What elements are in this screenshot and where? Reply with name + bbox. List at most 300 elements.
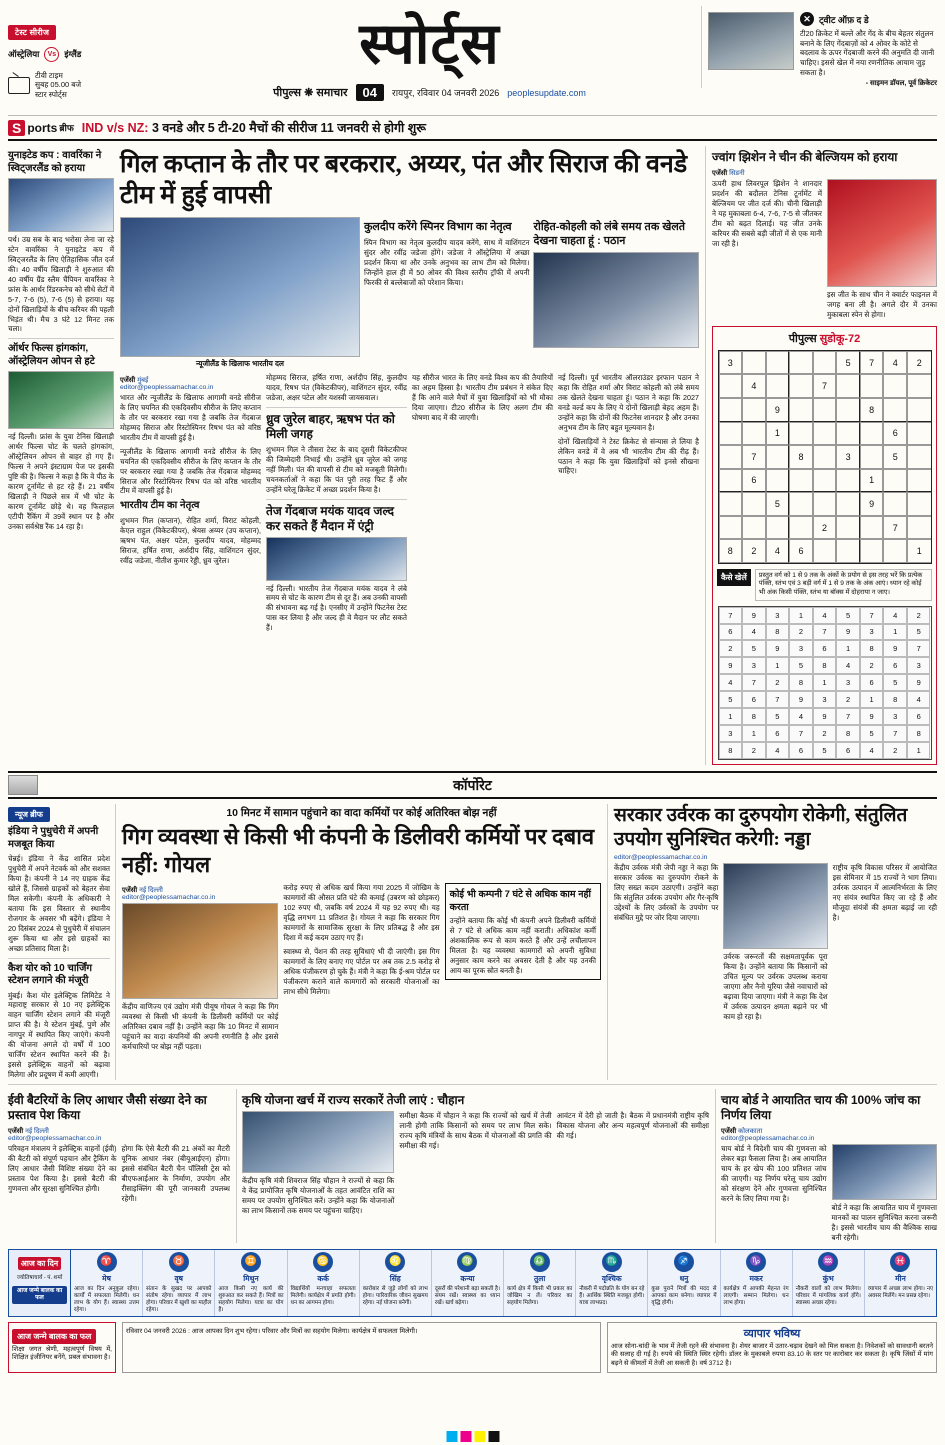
- zodiac-sign-text: संतान के सुखद पर आपको संतोष रहेगा। व्यापार में लाभ होगा। परिवार में खुशी का माहौल रहेगा।: [146, 1285, 212, 1313]
- corp-bottom-3-email: editor@peoplessamachar.co.in: [721, 1134, 815, 1142]
- sudoku-solution-cell: 6: [766, 725, 790, 742]
- tv-time: सुबह 05.00 बजे: [35, 80, 82, 90]
- sudoku-cell[interactable]: 5: [766, 492, 790, 516]
- corp-byline-agency: एजेंसी: [122, 887, 138, 895]
- brief-story-1-head: युनाइटेड कप : वावरिंका ने स्विट्जरलैंड को हराया: [8, 150, 102, 174]
- sudoku-cell[interactable]: [719, 374, 743, 398]
- sudoku-cell[interactable]: [813, 422, 837, 446]
- sudoku-cell[interactable]: [766, 351, 790, 375]
- sudoku-solution-cell: 5: [789, 657, 813, 674]
- sudoku-cell[interactable]: [813, 492, 837, 516]
- sudoku-how-text: प्रस्तुत वर्ग को 1 से 9 तक के अंकों के प्रयोग से इस तरह भरें कि प्रत्येक पंक्ति, स्तंभ एवं 3 बड़ी वर्ग में 1 से 9 तक के अंक आएं। ध्यान रहे कोई भी अंक किसी पंक्ति, स्तंभ या बॉक्स में दोहराया न जाए।: [755, 569, 932, 601]
- corporate-main-column: [122, 804, 601, 1080]
- sudoku-solution-cell: 3: [766, 607, 790, 624]
- corp-right-byline: editor@peoplessamachar.co.in: [614, 854, 708, 862]
- brief-story-2-photo: [8, 371, 114, 429]
- sudoku-cell[interactable]: [766, 469, 790, 493]
- sudoku-solution-cell: 2: [766, 674, 790, 691]
- sudoku-cell[interactable]: [789, 516, 813, 540]
- sudoku-solution-cell: 1: [789, 607, 813, 624]
- sudoku-solution-cell: 2: [860, 657, 884, 674]
- sudoku-cell[interactable]: [719, 492, 743, 516]
- divider: [8, 958, 110, 959]
- place-date: रायपुर, रविवार 04 जनवरी 2026: [392, 88, 500, 99]
- sudoku-cell[interactable]: 5: [883, 445, 907, 469]
- sudoku-cell[interactable]: [883, 539, 907, 563]
- sudoku-cell[interactable]: [907, 398, 931, 422]
- sudoku-cell[interactable]: [883, 469, 907, 493]
- sudoku-cell[interactable]: [813, 469, 837, 493]
- sports-grid: [8, 146, 937, 765]
- zodiac-sign-text: नौकरी में पदोन्नति के योग बन रहे हैं। आर्थिक स्थिति मजबूत होगी। यात्रा लाभप्रद।: [579, 1285, 645, 1306]
- sudoku-solution-cell: 5: [813, 742, 837, 759]
- sudoku-cell[interactable]: [907, 374, 931, 398]
- lead-photo: [120, 217, 360, 357]
- zodiac-sign-text: आज किसी नए कार्य की शुरुआत कर सकते हैं। मित्रों का सहयोग मिलेगा। यात्रा का योग है।: [218, 1285, 284, 1313]
- masthead-center: [158, 6, 701, 101]
- squad-head: भारतीय टीम का नेतृत्व: [120, 500, 200, 512]
- corp-bottom-2-body-2: समीक्षा बैठक में चौहान ने कहा कि राज्यों को खर्च में तेजी लानी होगी ताकि किसानों को समय पर लाभ मिल सके। राज्य कृषि मंत्रियों के साथ बैठक में योजनाओं की प्रगति की समीक्षा की गई।: [399, 1110, 552, 1150]
- masthead-left: [8, 6, 158, 99]
- sudoku-cell[interactable]: 3: [836, 445, 860, 469]
- zodiac-sign-name: सिंह: [389, 1273, 401, 1283]
- page-number: 04: [356, 84, 384, 101]
- sudoku-cell[interactable]: [813, 445, 837, 469]
- corp-main-photo: [122, 903, 278, 999]
- sudoku-cell[interactable]: [719, 422, 743, 446]
- zodiac-sign-name: कुंभ: [822, 1273, 834, 1283]
- sudoku-cell[interactable]: 2: [813, 516, 837, 540]
- match-teams: [8, 47, 158, 62]
- sudoku-cell[interactable]: 8: [719, 539, 743, 563]
- sudoku-cell[interactable]: 6: [883, 422, 907, 446]
- footer-fruit-text: शिक्षा जगत श्रेणी, महत्वपूर्ण विषय में, शिक्षित इंजीनियर बनेंगे, प्रबल संभावना है।: [12, 1345, 112, 1362]
- sudoku-cell[interactable]: [836, 422, 860, 446]
- zodiac-sign-name: मीन: [895, 1273, 906, 1283]
- sub-story-2-photo: [266, 537, 407, 581]
- corp-bottom-2-body: केंद्रीय कृषि मंत्री शिवराज सिंह चौहान ने राज्यों से कहा कि वे केंद्र प्रायोजित कृषि योजनाओं के तहत आवंटित राशि का समय पर उपयोग सुनिश्चित करें। उन्होंने कहा कि योजनाओं का लाभ किसानों तक समय पर पहुंचना चाहिए।: [242, 1175, 395, 1215]
- sudoku-cell[interactable]: [789, 398, 813, 422]
- lead-headline: गिल कप्तान के तौर पर बरकरार, अय्यर, पंत और सिराज की वनडे टीम में हुई वापसी: [120, 151, 688, 209]
- sub-story-3-body: स्पिन विभाग का नेतृत्व कुलदीप यादव करेंगे, साथ में वाशिंगटन सुंदर और रवींद्र जडेजा होंगे। जडेजा ने ऑस्ट्रेलिया में अच्छा प्रदर्शन किया था और उनके अनुभव का लाभ टीम को मिलेगा। जिन्होंने हाल ही में 50 ओवर की विश्व स्तरीय ट्रॉफी में अपनी फिरकी से बल्लेबाजों को परेशान किया।: [363, 237, 530, 287]
- sudoku-cell[interactable]: [719, 445, 743, 469]
- sudoku-cell[interactable]: 9: [766, 398, 790, 422]
- sudoku-solution-cell: 9: [907, 674, 931, 691]
- corporate-right-column: [607, 804, 937, 1080]
- zodiac-sign-cell: [215, 1250, 287, 1316]
- byline-agency: एजेंसी: [120, 377, 136, 384]
- sudoku-solution-cell: 5: [719, 691, 743, 708]
- zodiac-sign-text: कार्यक्षेत्र में आपकी मेहनत रंग लाएगी। सम्मान मिलेगा। धन लाभ होगा।: [723, 1285, 789, 1306]
- tv-channel: स्टार स्पोर्ट्स: [35, 89, 67, 99]
- zodiac-sign-cell: [576, 1250, 648, 1316]
- sudoku-cell[interactable]: [813, 398, 837, 422]
- sudoku-cell[interactable]: 2: [742, 539, 766, 563]
- sudoku-cell[interactable]: 3: [719, 351, 743, 375]
- sub-story-4-head: रोहित-कोहली को लंबे समय तक खेलते देखना चाहता हूं : पठान: [533, 221, 686, 247]
- right-story-body: ऊपरी हाथ लिवरपूल झिशेन ने शानदार प्रदर्शन की बदौलत टेनिस टूर्नामेंट में बेल्जियम पर जीत दर्ज की। चीनी खिलाड़ी ने यह मुकाबला 6-4, 7-6, 7-5 से जीतकर टीम को बढ़त दिलाई। यह जीत उनके करियर की सबसे बड़ी जीतों में से एक मानी जा रही है।: [712, 179, 822, 248]
- zodiac-sign-name: कन्या: [460, 1273, 475, 1283]
- zodiac-symbol-icon: ♍: [457, 1252, 477, 1272]
- sudoku-cell[interactable]: [907, 516, 931, 540]
- sudoku-cell[interactable]: 7: [860, 351, 884, 375]
- website-url[interactable]: peoplesupdate.com: [507, 87, 586, 98]
- zodiac-symbol-icon: ♏: [602, 1252, 622, 1272]
- masthead: [8, 6, 937, 116]
- corp-bottom-2-head: कृषि योजना खर्च में राज्य सरकारें तेजी लाएं : चौहान: [242, 1092, 465, 1107]
- zodiac-sign-name: तुला: [533, 1273, 546, 1283]
- squad-list-2: मोहम्मद सिराज, हर्षित राणा, अर्शदीप सिंह, कुलदीप यादव, रिषभ पंत (विकेटकीपर), वाशिंगटन सुंदर, रवींद्र जडेजा, अक्षर पटेल और यशस्वी जायसवाल।: [266, 373, 407, 402]
- sudoku-solution-cell: 4: [719, 674, 743, 691]
- sudoku-cell[interactable]: 7: [813, 374, 837, 398]
- sudoku-cell[interactable]: 5: [836, 351, 860, 375]
- sub-story-1-body: शुभमन गिल ने तीसरा टेस्ट के बाद दूसरी विकेटकीपर की जिम्मेदारी निभाई थी। उन्होंने ध्रुव जुरेल को जगह नहीं मिली। पंत की वापसी से टीम को मजबूती मिलेगी। चयनकर्ताओं ने कहा कि पंत पूरी तरह फिट हैं और उन्होंने घरेलू क्रिकेट में अच्छा प्रदर्शन किया है।: [266, 444, 407, 494]
- sudoku-solution-cell: 8: [813, 657, 837, 674]
- sports-main-column: [120, 146, 699, 765]
- corporate-section-bar: [8, 771, 937, 799]
- sudoku-cell[interactable]: 4: [883, 351, 907, 375]
- team-1: ऑस्ट्रेलिया: [8, 49, 40, 60]
- sudoku-solution-cell: 7: [719, 607, 743, 624]
- sudoku-cell[interactable]: 9: [860, 492, 884, 516]
- sudoku-solution-cell: 8: [907, 725, 931, 742]
- sudoku-cell[interactable]: [789, 492, 813, 516]
- footer-right: [607, 1322, 937, 1373]
- right-story-photo: [827, 179, 937, 287]
- body-col-2: [266, 373, 407, 633]
- sub-story-1-head: ध्रुव जुरेल बाहर, ऋषभ पंत को मिली जगह: [266, 411, 395, 441]
- sudoku-solution-cell: 9: [719, 657, 743, 674]
- sudoku-solution-cell: 7: [766, 691, 790, 708]
- squad-list: शुभमन गिल (कप्तान), रोहित शर्मा, विराट कोहली, केएल राहुल (विकेटकीपर), श्रेयस अय्यर (उप कप्तान), ऋषभ पंत, अक्षर पटेल, कुलदीप यादव, मोहम्मद सिराज, हर्षित राणा, अर्शदीप सिंह, वाशिंगटन सुंदर, रवींद्र जडेजा, नीतीश कुमार रेड्डी, ध्रुव जुरेल।: [120, 515, 261, 565]
- zodiac-panel: [8, 1249, 937, 1317]
- sudoku-cell[interactable]: 2: [907, 351, 931, 375]
- sudoku-cell[interactable]: 6: [742, 469, 766, 493]
- sudoku-cell[interactable]: [766, 445, 790, 469]
- sudoku-cell[interactable]: [860, 516, 884, 540]
- corp-main-body-2: करोड़ रुपए से अधिक खर्च किया गया 2025 में जोखिम के कामगारों की औसत प्रति घंटे की कमाई (उबरण को छोड़कर) 102 रुपए थी, जबकि वर्ष 2024 में यह 92 रुपए थी। यह वृद्धि लगभग 11 प्रतिशत है। गोयल ने कहा कि सरकार गिग कामगारों के सामाजिक सुरक्षा के लिए प्रतिबद्ध है और इस दिशा में कई कदम उठाए गए हैं।: [283, 883, 440, 942]
- sudoku-cell[interactable]: [742, 398, 766, 422]
- sudoku-cell[interactable]: [883, 492, 907, 516]
- body-col-4: [558, 373, 699, 633]
- sudoku-cell[interactable]: [719, 469, 743, 493]
- right-byline-agency: एजेंसी: [712, 170, 728, 177]
- sudoku-solution-cell: 4: [813, 607, 837, 624]
- zodiac-sign-text: दूसरों की परेशानी बढ़ा सकती है। संयम रखें। स्वास्थ्य का ध्यान रखें। खर्च बढ़ेगा।: [434, 1285, 501, 1306]
- corp-brief-1-body: चेन्नई। इंडिया ने केंद्र शासित प्रदेश पुधुचेरी में अपने नेटवर्क को और सशक्त किया है। कंपनी ने 14 नए ग्राहक केंद्र खोले हैं, जिससे ग्राहकों को बेहतर सेवा मिल सकेगी। कंपनी के अधिकारी ने बताया कि इस विस्तार से स्थानीय रोजगार के अवसर भी बढ़ेंगे। इंडिया ने 20 दिसंबर 2024 से पुधुचेरी में संचालन शुरू किया था और इसे ग्राहकों का अच्छा प्रतिसाद मिला है।: [8, 854, 110, 953]
- sudoku-solution-cell: 8: [742, 708, 766, 725]
- sub-story-4-body: नई दिल्ली। पूर्व भारतीय ऑलराउंडर इरफान पठान ने कहा कि रोहित शर्मा और विराट कोहली को लंबे समय तक खेलते देखना चाहता हूं। पठान ने कहा कि 2027 वनडे वर्ल्ड कप के लिए ये दोनों खिलाड़ी बेहद अहम हैं। उन्होंने कहा कि दोनों की फिटनेस शानदार है और उनका अनुभव टीम के लिए बहुत मूल्यवान है।: [558, 373, 699, 432]
- sudoku-solution-cell: 4: [836, 657, 860, 674]
- news-brief-tag: न्यूज ब्रीफ: [8, 807, 50, 822]
- sudoku-cell[interactable]: [742, 492, 766, 516]
- zodiac-sign-cell: [432, 1250, 504, 1316]
- sudoku-solution-cell: 1: [860, 691, 884, 708]
- corp-bottom-3-body-2: बोर्ड ने कहा कि आयातित चाय में गुणवत्ता मानकों का पालन सुनिश्चित करना जरूरी है। इससे भारतीय चाय की वैश्विक साख बनी रहेगी।: [831, 1202, 937, 1242]
- sudoku-solution-cell: 1: [836, 640, 860, 657]
- series-badge: टेस्ट सीरीज: [8, 25, 56, 40]
- sudoku-cell[interactable]: [742, 351, 766, 375]
- corp-main-body: केंद्रीय वाणिज्य एवं उद्योग मंत्री पीयूष गोयल ने कहा कि गिग व्यवस्था से किसी भी कंपनी के डिलीवरी कर्मियों पर कोई अतिरिक्त दबाव नहीं है। उन्होंने कहा कि 10 मिनट में सामान पहुंचाने का वादा कंपनियों की अपनी रणनीति है और इससे कर्मचारियों पर बोझ नहीं पड़ता।: [122, 1002, 279, 1051]
- team-2: इंग्लैंड: [64, 49, 82, 60]
- sudoku-solution-cell: 6: [742, 691, 766, 708]
- sudoku-cell[interactable]: [789, 351, 813, 375]
- corp-byline-place: नई दिल्ली: [139, 887, 163, 895]
- sudoku-cell[interactable]: [766, 374, 790, 398]
- zodiac-symbol-icon: ♈: [97, 1252, 117, 1272]
- zodiac-sign-name: वृश्चिक: [601, 1273, 622, 1283]
- sudoku-solution-cell: 5: [907, 624, 931, 641]
- zodiac-fruit-label: आज जन्मे बालक का फल: [12, 1286, 67, 1304]
- sudoku-solution-cell: 5: [766, 708, 790, 725]
- sudoku-cell[interactable]: [860, 445, 884, 469]
- sudoku-cell[interactable]: [789, 422, 813, 446]
- corp-bottom-3-byline: [721, 1126, 937, 1142]
- sudoku-cell[interactable]: [907, 469, 931, 493]
- sudoku-solution-cell: 6: [813, 640, 837, 657]
- sudoku-solution-cell: 1: [813, 674, 837, 691]
- sudoku-solution-cell: 1: [719, 708, 743, 725]
- corp-kicker: 10 मिनट में सामान पहुंचाने का वादा कर्मियों पर कोई अतिरिक्त बोझ नहीं: [226, 807, 497, 820]
- zodiac-sign-cell: [288, 1250, 360, 1316]
- sudoku-cell[interactable]: [836, 539, 860, 563]
- sudoku-cell[interactable]: [813, 539, 837, 563]
- headline-rest: 3 वनडे और 5 टी-20 मैचों की सीरीज 11 जनवरी से होगी शुरू: [151, 121, 426, 135]
- corp-bottom-3: [715, 1089, 937, 1243]
- sudoku-cell[interactable]: 7: [742, 445, 766, 469]
- sudoku-cell[interactable]: [766, 516, 790, 540]
- sudoku-cell[interactable]: [789, 374, 813, 398]
- brief-story-1-body: पर्थ। उम्र सब के बाद भरोसा लेना जा रहे स्टेन वावरिंका ने युनाइटेड कप में स्विट्जरलैंड के लिए ऐतिहासिक जीत दर्ज की। 40 वर्षीय खिलाड़ी ने शुरुआत की 40 वर्षीय ग्रैंड स्लैम चैंपियन वावरिंका ने फ्रांस के आर्थर रिंडरकनेच को सीधे सेटों में 5-7, 7-6 (5), 7-6 (5) से हराया। यह दोनों खिलाड़ियों के बीच करियर की पहली भिड़ंत थी। मैच 3 घंटे 12 मिनट तक चला।: [8, 235, 114, 334]
- sudoku-cell[interactable]: 6: [789, 539, 813, 563]
- sudoku-cell[interactable]: 8: [789, 445, 813, 469]
- lead-photo-caption: न्यूजीलैंड के खिलाफ भारतीय दल: [195, 359, 285, 368]
- sudoku-cell[interactable]: [836, 492, 860, 516]
- zodiac-sign-text: कार्य क्षेत्र में किसी भी प्रकार का जोखिम न लें। परिवार का सहयोग मिलेगा।: [507, 1285, 573, 1306]
- sudoku-cell[interactable]: [883, 374, 907, 398]
- tweet-of-the-day: [701, 6, 937, 88]
- sudoku-cell[interactable]: [860, 539, 884, 563]
- corp-right-photo: [723, 863, 827, 949]
- sudoku-solution-cell: 5: [860, 725, 884, 742]
- sudoku-solution-cell: 7: [860, 607, 884, 624]
- sports-right-column: [705, 146, 937, 765]
- zodiac-signs: [71, 1250, 936, 1316]
- sudoku-solution-cell: 4: [883, 607, 907, 624]
- corp-bottom-3-place: कोलकाता: [738, 1127, 763, 1135]
- zodiac-sign-cell: [360, 1250, 432, 1316]
- sudoku-solution-cell: 3: [813, 691, 837, 708]
- right-story-head: ज्वांग झिशेन ने चीन की बेल्जियम को हराया: [712, 150, 898, 164]
- sudoku-cell[interactable]: [742, 516, 766, 540]
- sudoku-cell[interactable]: 4: [766, 539, 790, 563]
- sudoku-solution-cell: 1: [766, 657, 790, 674]
- sudoku-solution-cell: 6: [719, 624, 743, 641]
- corp-bottom-1-byline: [8, 1126, 230, 1142]
- divider: [266, 407, 407, 408]
- sudoku-how-label: कैसे खेलें: [717, 569, 751, 586]
- zodiac-sign-text: कुछ पुराने मित्रों की मदद से आपका काम बनेगा। व्यापार में वृद्धि होगी।: [651, 1285, 717, 1306]
- brief-story-2-head: ऑर्थर फिल्स हांगकांग, ऑस्ट्रेलियन ओपन से हटे: [8, 343, 95, 367]
- corp-main-body-3: स्वास्थ्य से, पेंशन की तरह सुविधाएं भी दी जाएंगी। इस गिग कामगारों के लिए बनाए गए पोर्टल पर अब तक 2.5 करोड़ से अधिक पंजीकरण हो चुके हैं। मंत्री ने कहा कि ई-श्रम पोर्टल पर पंजीकरण कराने वाले कामगारों को सरकारी योजनाओं का लाभ सीधे मिलेगा।: [283, 946, 440, 996]
- corp-brief-1-head: इंडिया ने पुधुचेरी में अपनी मजबूत किया: [8, 826, 99, 850]
- sudoku-cell[interactable]: 1: [907, 539, 931, 563]
- sudoku-cell[interactable]: 7: [883, 516, 907, 540]
- sudoku-cell[interactable]: 8: [860, 398, 884, 422]
- sudoku-solution-cell: 1: [742, 725, 766, 742]
- sudoku-solution-cell: 2: [836, 691, 860, 708]
- zodiac-sign-cell: [71, 1250, 143, 1316]
- sudoku-cell[interactable]: 1: [766, 422, 790, 446]
- footer-left: [8, 1322, 116, 1373]
- corp-byline-email: editor@peoplessamachar.co.in: [122, 894, 216, 902]
- sudoku-cell[interactable]: [883, 398, 907, 422]
- sub-story-3-body-2: यह सीरीज भारत के लिए वनडे विश्व कप की तैयारियों का अहम हिस्सा है। भारतीय टीम प्रबंधन ने संकेत दिए हैं कि आने वाले मैचों में युवा खिलाड़ियों को भी मौका दिया जाएगा। टी20 सीरीज के लिए अलग टीम की घोषणा बाद में की जाएगी।: [412, 373, 553, 422]
- corp-bottom-1-email: editor@peoplessamachar.co.in: [8, 1134, 102, 1142]
- sudoku-solution-cell: 8: [766, 624, 790, 641]
- right-byline: [712, 168, 937, 177]
- sudoku-cell[interactable]: [860, 422, 884, 446]
- corp-bottom-1: [8, 1089, 230, 1243]
- footer-fruit-title: आज जन्मे बालक का फल: [12, 1329, 96, 1344]
- sudoku-cell[interactable]: [836, 516, 860, 540]
- sudoku-solution-cell: 2: [813, 725, 837, 742]
- sudoku-solution-cell: 3: [836, 674, 860, 691]
- sudoku-solution-cell: 9: [789, 691, 813, 708]
- zodiac-symbol-icon: ♊: [241, 1252, 261, 1272]
- sudoku-cell[interactable]: [907, 445, 931, 469]
- sudoku-solution-cell: 9: [883, 640, 907, 657]
- corp-box-note: [445, 883, 601, 980]
- tv-time-text: [35, 71, 81, 99]
- corp-bottom-3-photo: [832, 1144, 938, 1200]
- sudoku-cell[interactable]: [719, 398, 743, 422]
- sudoku-solution-cell: 6: [860, 674, 884, 691]
- sudoku-cell[interactable]: [907, 492, 931, 516]
- sudoku-solution-cell: 6: [907, 708, 931, 725]
- sudoku-cell[interactable]: [742, 422, 766, 446]
- tv-label: टीवी टाइम: [35, 71, 63, 80]
- sub-story-2-body: नई दिल्ली। भारतीय तेज गेंदबाज मयंक यादव ने लंबे समय से चोट के कारण टीम से दूर हैं। अब उनकी वापसी की संभावना बढ़ गई है। एनसीए में उन्होंने फिटनेस टेस्ट पास कर लिया है और जल्द ही वे मैदान पर लौट सकते हैं।: [266, 583, 407, 633]
- zodiac-symbol-icon: ♐: [674, 1252, 694, 1272]
- sudoku-solution-cell: 2: [789, 624, 813, 641]
- sudoku-cell[interactable]: [836, 398, 860, 422]
- corporate-grid: [8, 804, 937, 1080]
- corp-bottom-2: [236, 1089, 709, 1243]
- zodiac-sign-cell: [504, 1250, 576, 1316]
- sudoku-solution-cell: 8: [860, 640, 884, 657]
- sudoku-solution-cell: 3: [860, 624, 884, 641]
- sub-story-4-photo: [533, 252, 699, 348]
- corp-main-headline: गिग व्यवस्था से किसी भी कंपनी के डिलीवरी कर्मियों पर दबाव नहीं: गोयल: [122, 824, 595, 877]
- sudoku-solution-cell: 9: [766, 640, 790, 657]
- corp-right-body-3: राष्ट्रीय कृषि विकास परिसर में आयोजित इस सेमिनार में 15 राज्यों ने भाग लिया। उर्वरक उत्पादन में आत्मनिर्भरता के लिए नए संयंत्र स्थापित किए जा रहे हैं और मौजूदा संयंत्रों की क्षमता बढ़ाई जा रही है।: [832, 863, 937, 922]
- sudoku-title-prefix: पीपुल्स: [788, 332, 817, 345]
- sub-story-4-body-2: दोनों खिलाड़ियों ने टेस्ट क्रिकेट से संन्यास ले लिया है लेकिन वनडे में वे अब भी भारतीय टीम की रीढ़ हैं। पठान ने कहा कि युवा खिलाड़ियों को इनसे सीखना चाहिए।: [558, 436, 699, 476]
- sudoku-solution-cell: 4: [860, 742, 884, 759]
- corporate-title: कॉर्पोरेट: [453, 778, 492, 794]
- divider: [266, 499, 407, 500]
- sudoku-solution-cell: 7: [907, 640, 931, 657]
- vyapar-title: व्यापार भविष्य: [743, 1327, 801, 1340]
- sports-left-column: [8, 146, 114, 765]
- zodiac-sign-name: मेष: [102, 1273, 111, 1283]
- sudoku-cell[interactable]: [836, 469, 860, 493]
- sudoku-solution-cell: 1: [907, 742, 931, 759]
- corp-bottom-1-place: नई दिल्ली: [25, 1127, 49, 1135]
- sudoku-solution-cell: 4: [742, 624, 766, 641]
- zodiac-astrologer: ज्योतिषाचार्य - पं. शर्मा: [16, 1274, 63, 1281]
- sudoku-grid[interactable]: [718, 350, 932, 564]
- sudoku-solution-cell: 8: [883, 691, 907, 708]
- corp-bottom-1-head: ईवी बैटरियों के लिए आधार जैसी संख्या देने का प्रस्ताव पेश किया: [8, 1092, 207, 1122]
- zodiac-sign-cell: [143, 1250, 215, 1316]
- tweet-text: टी20 क्रिकेट में बल्ले और गेंद के बीच बेहतर संतुलन बनाने के लिए गेंदबाज़ों को 4 ओवर के कोटे से बदलाव के ऊपर गेंदबाजी करने की अनुमति दी जानी चाहिए। इससे खेल में नया रणनीतिक आयाम जुड़ सकता है।: [800, 29, 935, 77]
- sports-body-columns: [120, 373, 699, 633]
- sudoku-cell[interactable]: 4: [742, 374, 766, 398]
- sudoku-solution-cell: 6: [789, 742, 813, 759]
- zodiac-sign-name: मकर: [749, 1273, 763, 1283]
- lead-body-2: न्यूजीलैंड के खिलाफ आगामी वनडे सीरीज के लिए चयनित की एकदिवसीय सीरीज के लिए कप्तान के तौर पर बरकरार रखा गया है जबकि तेज गेंदबाज मोहम्मद सिराज और रिस्टोस्पिनर रिषभ पंत को वरिष्ठ भारतीय टीम में वापसी हुई है।: [120, 446, 261, 496]
- zodiac-symbol-icon: ♑: [746, 1252, 766, 1272]
- zodiac-title: आज का दिन: [18, 1257, 62, 1270]
- corp-right-body: केंद्रीय उर्वरक मंत्री जेपी नड्डा ने कहा कि सरकार उर्वरक का दुरुपयोग रोकने के लिए सख्त कदम उठाएगी। उन्होंने कहा कि संतुलित उर्वरक उपयोग और गैर-कृषि उद्देश्यों के लिए उर्वरकों के उपयोग पर संबंधित मुद्दे पर जोर दिया जाएगा।: [614, 863, 719, 922]
- footer-middle: [122, 1322, 601, 1373]
- corp-bottom-3-body: चाय बोर्ड ने विदेशी चाय की गुणवत्ता को लेकर बड़ा फैसला लिया है। अब आयातित चाय के हर खेप की 100 प्रतिशत जांच की जाएगी। यह निर्णय घरेलू चाय उद्योग को संरक्षण देने और गुणवत्ता सुनिश्चित करने के लिए लिया गया है।: [721, 1143, 827, 1203]
- sudoku-solution-cell: 3: [883, 708, 907, 725]
- vs-badge: Vs: [44, 47, 59, 62]
- sudoku-solution-cell: 7: [813, 624, 837, 641]
- tweet-signature: - साइमन डॉयल, पूर्व क्रिकेटर: [865, 80, 937, 88]
- sudoku-title: [717, 331, 932, 346]
- sudoku-cell[interactable]: [813, 351, 837, 375]
- zodiac-symbol-icon: ♉: [169, 1252, 189, 1272]
- sudoku-cell[interactable]: [789, 469, 813, 493]
- sudoku-solution-cell: 8: [719, 742, 743, 759]
- sudoku-solution-cell: 2: [907, 607, 931, 624]
- sudoku-solution-cell: 6: [883, 657, 907, 674]
- sudoku-solution-cell: 7: [742, 674, 766, 691]
- zodiac-sign-text: आज का दिन अनुकूल रहेगा। कार्यों में सफलता मिलेगी। धन लाभ के योग हैं। स्वास्थ्य उत्तम रहेगा।: [74, 1285, 140, 1313]
- body-col-3: [412, 373, 553, 633]
- brand-name: पीपुल्स ❋ समाचार: [273, 87, 348, 100]
- corporate-icon: [8, 775, 38, 795]
- sudoku-solution-cell: 5: [742, 640, 766, 657]
- right-byline-place: सिडनी: [729, 170, 745, 177]
- sudoku-cell[interactable]: 1: [860, 469, 884, 493]
- sudoku-solution-cell: 1: [883, 624, 907, 641]
- corp-bottom-1-agency: एजेंसी: [8, 1127, 24, 1135]
- sudoku-solution-cell: 8: [836, 725, 860, 742]
- sub-story-3-head: कुलदीप करेंगे स्पिनर विभाग का नेतृत्व: [363, 221, 512, 233]
- sudoku-cell[interactable]: [836, 374, 860, 398]
- sudoku-cell[interactable]: [860, 374, 884, 398]
- zodiac-sign-name: धनु: [679, 1273, 689, 1283]
- corp-bottom-1-body-2: होगा कि ऐसे बैटरी की 21 अंकों का मैटरी यूनिक आधार नंबर (बीयूआईएन) होगा। इससे संबंधित बैटरी चैन पॉलिसी ट्रेस को बीएफआईआर के निर्माण, उपयोग और रीसाइक्लिंग की पूरी जानकारी उपलब्ध रहेगी।: [121, 1143, 230, 1203]
- zodiac-symbol-icon: ♓: [890, 1252, 910, 1272]
- zodiac-symbol-icon: ♋: [313, 1252, 333, 1272]
- sudoku-solution-cell: 3: [907, 657, 931, 674]
- zodiac-sign-text: कारोबार से जुड़े लोगों को लाभ होगा। पारिवारिक जीवन सुखमय रहेगा। नई योजना बनेगी।: [362, 1285, 428, 1306]
- sudoku-cell[interactable]: [907, 422, 931, 446]
- corp-bottom-1-body: परिवहन मंत्रालय ने इलेक्ट्रिक वाहनों (ईवी) की बैटरी को संपूर्ण पहचान और ट्रैकिंग के लिए आधार जैसी विशिष्ट संख्या देने का प्रस्ताव पेश किया है। इससे बैटरी की गुणवत्ता और सुरक्षा सुनिश्चित होगी।: [8, 1143, 117, 1193]
- sudoku-solution-cell: 3: [719, 725, 743, 742]
- corporate-bottom-row: [8, 1084, 937, 1243]
- corp-right-headline: सरकार उर्वरक का दुरुपयोग रोकेगी, संतुलित उपयोग सुनिश्चित करेगी: नड्डा: [614, 805, 908, 851]
- sudoku-solution-cell: 5: [883, 674, 907, 691]
- sports-section-bar: [8, 116, 937, 141]
- sudoku-cell[interactable]: [719, 516, 743, 540]
